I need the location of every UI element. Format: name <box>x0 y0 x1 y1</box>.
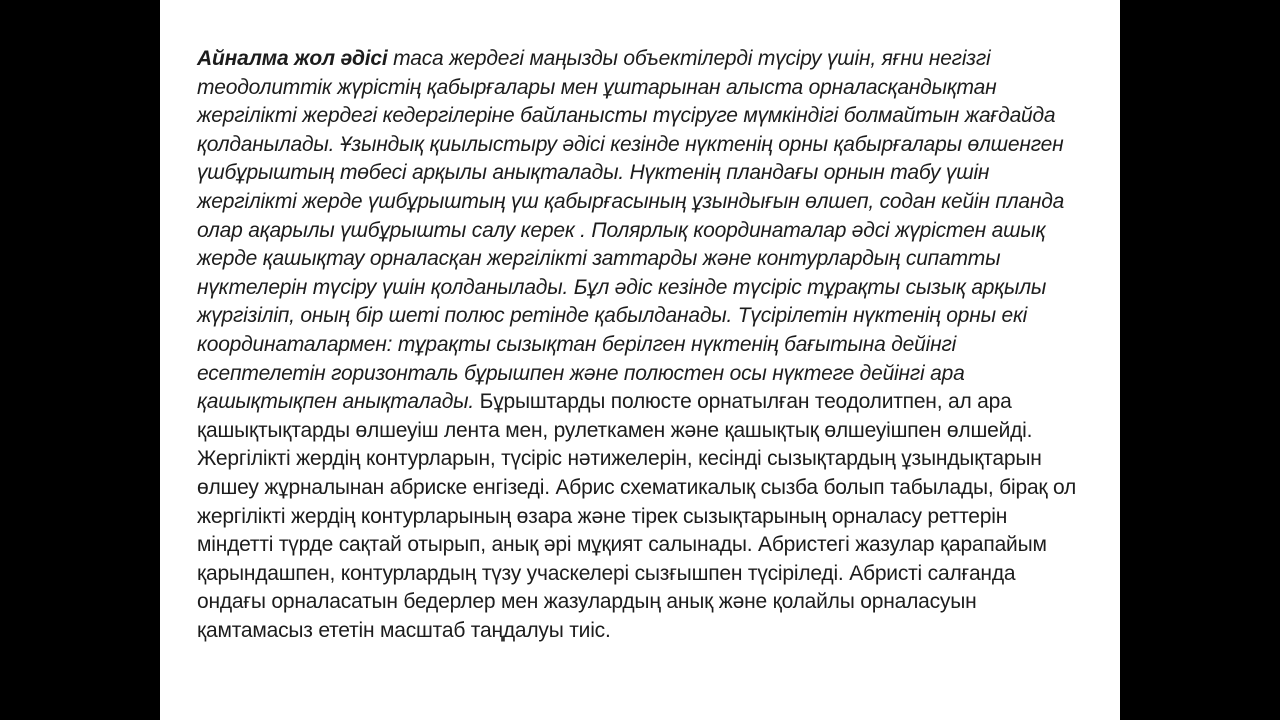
letterbox-left <box>0 0 160 720</box>
italic-passage: таса жердегі маңызды объектілерді түсіру үшін, яғни негізгі теодолиттік жүрістің қабырғалары мен ұштарынан алыста орналасқандықтан жергілікті жердегі кедергілеріне байланысты түсіруге мүмкіндігі болмайтын жағдайда қолданылады. Ұзындық қиылыстыру әдісі кезінде нүктенің орны қабырғалары өлшенген үшбұрыштың төбесі арқылы анықталады. Нүктенің пландағы орнын табу үшін жергілікті жерде үшбұрыштың үш қабырғасының ұзындығын өлшеп, содан кейін планда олар ақарылы үшбұрышты салу керек . Полярлық координаталар әдсі жүрістен ашық жерде қашықтау орналасқан жергілікті заттарды және контурлардың сипатты нүктелерін түсіру үшін қолданылады. Бұл әдіс кезінде түсіріс тұрақты сызық арқылы жүргізіліп, оның бір шеті полюс ретінде қабылданады. Түсірілетін нүктенің орны екі координаталармен: тұрақты сызықтан берілген нүктенің бағытына дейінгі есептелетін горизонталь бұрышпен және полюстен осы нүктеге дейінгі ара қашықтықпен анықталады. <box>197 47 1065 414</box>
letterbox-right <box>1120 0 1280 720</box>
regular-passage: Бұрыштарды полюсте орнатылған теодолитпен, ал ара қашықтықтарды өлшеуіш лента мен, рулеткамен және қашықтық өлшеуішпен өлшейді. Жергілікті жердің контурларын, түсіріс нәтижелерін, кесінді сызықтардың ұзындықтарын өлшеу жұрналынан абриске енгізеді. Абрис схематикалық сызба болып табылады, бірақ ол жергілікті жердің контурларының өзара және тірек сызықтарының орналасу реттерін міндетті түрде сақтай отырып, анық әрі мұқият салынады. Абристегі жазулар қарапайым қарындашпен, контурлардың түзу учаскелері сызғышпен түсіріледі. Абристі салғанда ондағы орналасатын бедерлер мен жазулардың анық және қолайлы орналасуын қамтамасыз ететін масштаб таңдалуы тиіс. <box>197 390 1077 642</box>
document-paragraph <box>197 45 1088 645</box>
document-page <box>160 0 1120 720</box>
lead-phrase: Айналма жол әдісі <box>197 47 394 70</box>
